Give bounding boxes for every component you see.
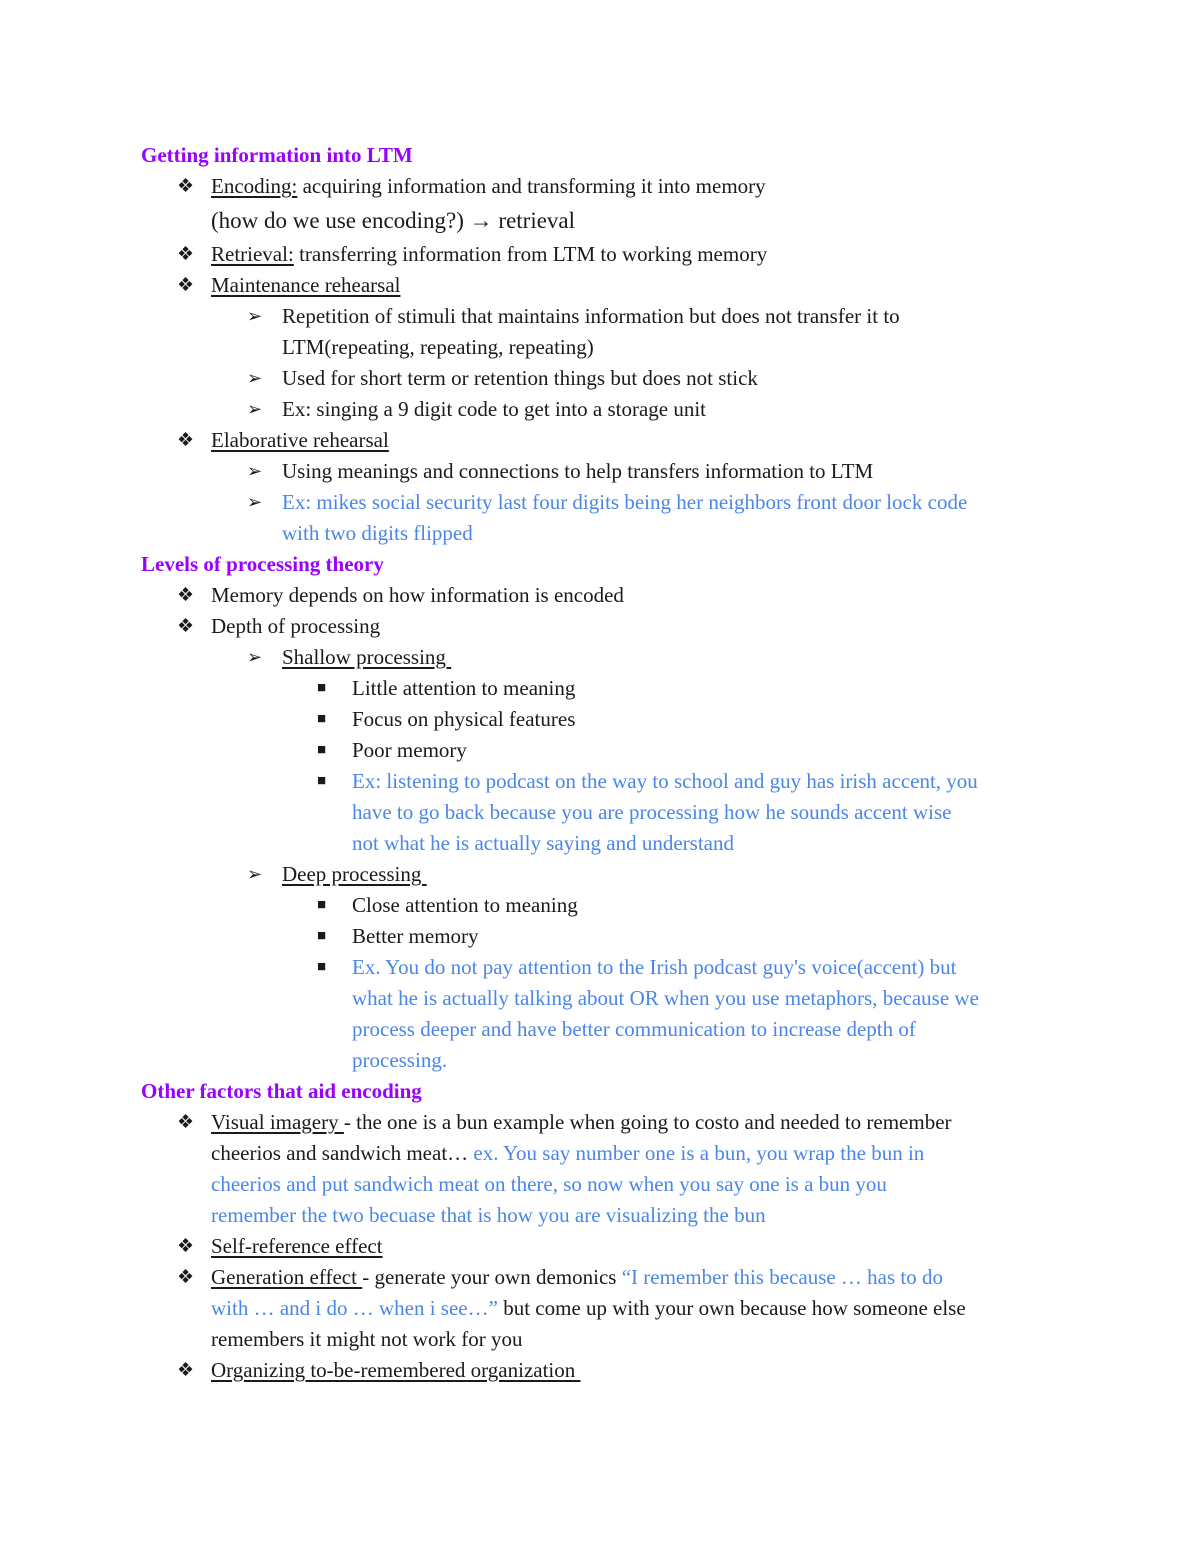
deep-item-text: Better memory	[352, 924, 479, 948]
bullet-self-reference	[141, 1231, 1071, 1262]
deep-item-text: Close attention to meaning	[352, 893, 578, 917]
diamond-bullet-icon: ❖	[177, 1112, 195, 1133]
bullet-retrieval	[141, 239, 1071, 270]
encoding-continuation: (how do we use encoding?) → retrieval	[211, 208, 576, 233]
arrow-bullet-icon: ➢	[247, 647, 263, 667]
memory-depends-text: Memory depends on how information is encoded	[211, 583, 624, 607]
term-elaborative-rehearsal: Elaborative rehearsal	[211, 428, 389, 452]
square-bullet-icon: ■	[317, 742, 327, 758]
bullet-maintenance-rehearsal	[141, 270, 1071, 301]
bullet-visual-imagery	[141, 1107, 1071, 1138]
term-visual-imagery: Visual imagery	[211, 1110, 344, 1134]
sub-bullet-deep	[141, 859, 1071, 890]
section-heading-other-factors: Other factors that aid encoding	[141, 1079, 422, 1103]
example-ssn-text: Ex: mikes social security last four digits being her neighbors front door lock code	[282, 490, 968, 514]
diamond-bullet-icon: ❖	[177, 1236, 195, 1257]
list-item	[141, 704, 1071, 735]
sub-bullet-example-code	[141, 394, 1071, 425]
list-item	[141, 921, 1071, 952]
sub-bullet-short-term	[141, 363, 1071, 394]
diamond-bullet-icon: ❖	[177, 616, 195, 637]
arrow-bullet-icon: ➢	[247, 864, 263, 884]
shallow-item-text: Little attention to meaning	[352, 676, 576, 700]
deep-example-continuation: what he is actually talking about OR when you use metaphors, because we	[352, 986, 979, 1010]
encoding-text: acquiring information and transforming it into memory	[297, 174, 766, 198]
square-bullet-icon: ■	[317, 959, 327, 975]
diamond-bullet-icon: ❖	[177, 1267, 195, 1288]
bullet-elaborative-rehearsal	[141, 425, 1071, 456]
term-self-reference-effect: Self-reference effect	[211, 1234, 383, 1258]
bullet-organizing	[141, 1355, 1071, 1386]
shallow-item-text: Focus on physical features	[352, 707, 576, 731]
list-item	[141, 673, 1071, 704]
deep-example-continuation: processing.	[352, 1048, 448, 1072]
square-bullet-icon: ■	[317, 773, 327, 789]
diamond-bullet-icon: ❖	[177, 430, 195, 451]
arrow-bullet-icon: ➢	[247, 461, 263, 481]
term-retrieval: Retrieval:	[211, 242, 294, 266]
section-heading-levels: Levels of processing theory	[141, 552, 384, 576]
diamond-bullet-icon: ❖	[177, 275, 195, 296]
short-term-text: Used for short term or retention things but does not stick	[282, 366, 758, 390]
square-bullet-icon: ■	[317, 680, 327, 696]
sub-bullet-example-ssn	[141, 487, 1071, 518]
meanings-text: Using meanings and connections to help transfers information to LTM	[282, 459, 874, 483]
example-code-text: Ex: singing a 9 digit code to get into a storage unit	[282, 397, 707, 421]
visual-imagery-continuation	[141, 1138, 1071, 1169]
generation-quote: with … and i do … when i see…”	[211, 1296, 498, 1320]
generation-text: but come up with your own because how someone else	[497, 1296, 966, 1320]
square-bullet-icon: ■	[317, 897, 327, 913]
square-bullet-icon: ■	[317, 711, 327, 727]
repetition-continuation: LTM(repeating, repeating, repeating)	[282, 335, 594, 359]
term-organizing: Organizing to-be-remembered organization	[211, 1358, 581, 1382]
arrow-bullet-icon: ➢	[247, 306, 263, 326]
shallow-example-continuation: not what he is actually saying and understand	[352, 831, 734, 855]
term-shallow-processing: Shallow processing	[282, 645, 452, 669]
term-maintenance-rehearsal: Maintenance rehearsal	[211, 273, 401, 297]
generation-quote: “I remember this because … has to do	[621, 1265, 944, 1289]
term-deep-processing: Deep processing	[282, 862, 427, 886]
diamond-bullet-icon: ❖	[177, 585, 195, 606]
deep-example-continuation: process deeper and have better communication to increase depth of	[352, 1017, 916, 1041]
term-encoding: Encoding:	[211, 174, 298, 198]
generation-text: - generate your own demonics	[362, 1265, 622, 1289]
retrieval-text: transferring information from LTM to working memory	[293, 242, 768, 266]
diamond-bullet-icon: ❖	[177, 176, 195, 197]
arrow-bullet-icon: ➢	[247, 399, 263, 419]
bullet-depth	[141, 611, 1071, 642]
notes-content	[141, 140, 1071, 1386]
sub-bullet-shallow	[141, 642, 1071, 673]
diamond-bullet-icon: ❖	[177, 1360, 195, 1381]
example-ssn-continuation: with two digits flipped	[282, 521, 473, 545]
list-item-example-podcast	[141, 766, 1071, 797]
list-item	[141, 735, 1071, 766]
visual-imagery-example-continuation: cheerios and put sandwich meat on there, so now when you say one is a bun you	[211, 1172, 887, 1196]
shallow-example-continuation: have to go back because you are processing how he sounds accent wise	[352, 800, 952, 824]
term-generation-effect: Generation effect	[211, 1265, 363, 1289]
repetition-text: Repetition of stimuli that maintains information but does not transfer it to	[282, 304, 900, 328]
section-heading-ltm: Getting information into LTM	[141, 143, 413, 167]
visual-imagery-example-continuation: remember the two becuase that is how you are visualizing the bun	[211, 1203, 766, 1227]
depth-text: Depth of processing	[211, 614, 381, 638]
generation-continuation-text: remembers it might not work for you	[211, 1327, 523, 1351]
bullet-encoding	[141, 171, 1071, 202]
bullet-memory-depends	[141, 580, 1071, 611]
visual-imagery-text: cheerios and sandwich meat…	[211, 1141, 474, 1165]
sub-bullet-repetition	[141, 301, 1071, 332]
list-item	[141, 890, 1071, 921]
visual-imagery-text: - the one is a bun example when going to costo and needed to remember	[343, 1110, 952, 1134]
arrow-bullet-icon: ➢	[247, 368, 263, 388]
arrow-bullet-icon: ➢	[247, 492, 263, 512]
bullet-generation-effect	[141, 1262, 1071, 1293]
shallow-example-text: Ex: listening to podcast on the way to school and guy has irish accent, you	[352, 769, 978, 793]
square-bullet-icon: ■	[317, 928, 327, 944]
diamond-bullet-icon: ❖	[177, 244, 195, 265]
generation-continuation	[141, 1293, 1071, 1324]
visual-imagery-example: ex. You say number one is a bun, you wrap the bun in	[473, 1141, 925, 1165]
list-item-example-irish	[141, 952, 1071, 983]
shallow-item-text: Poor memory	[352, 738, 467, 762]
sub-bullet-meanings	[141, 456, 1071, 487]
deep-example-text: Ex. You do not pay attention to the Irish podcast guy's voice(accent) but	[352, 955, 957, 979]
